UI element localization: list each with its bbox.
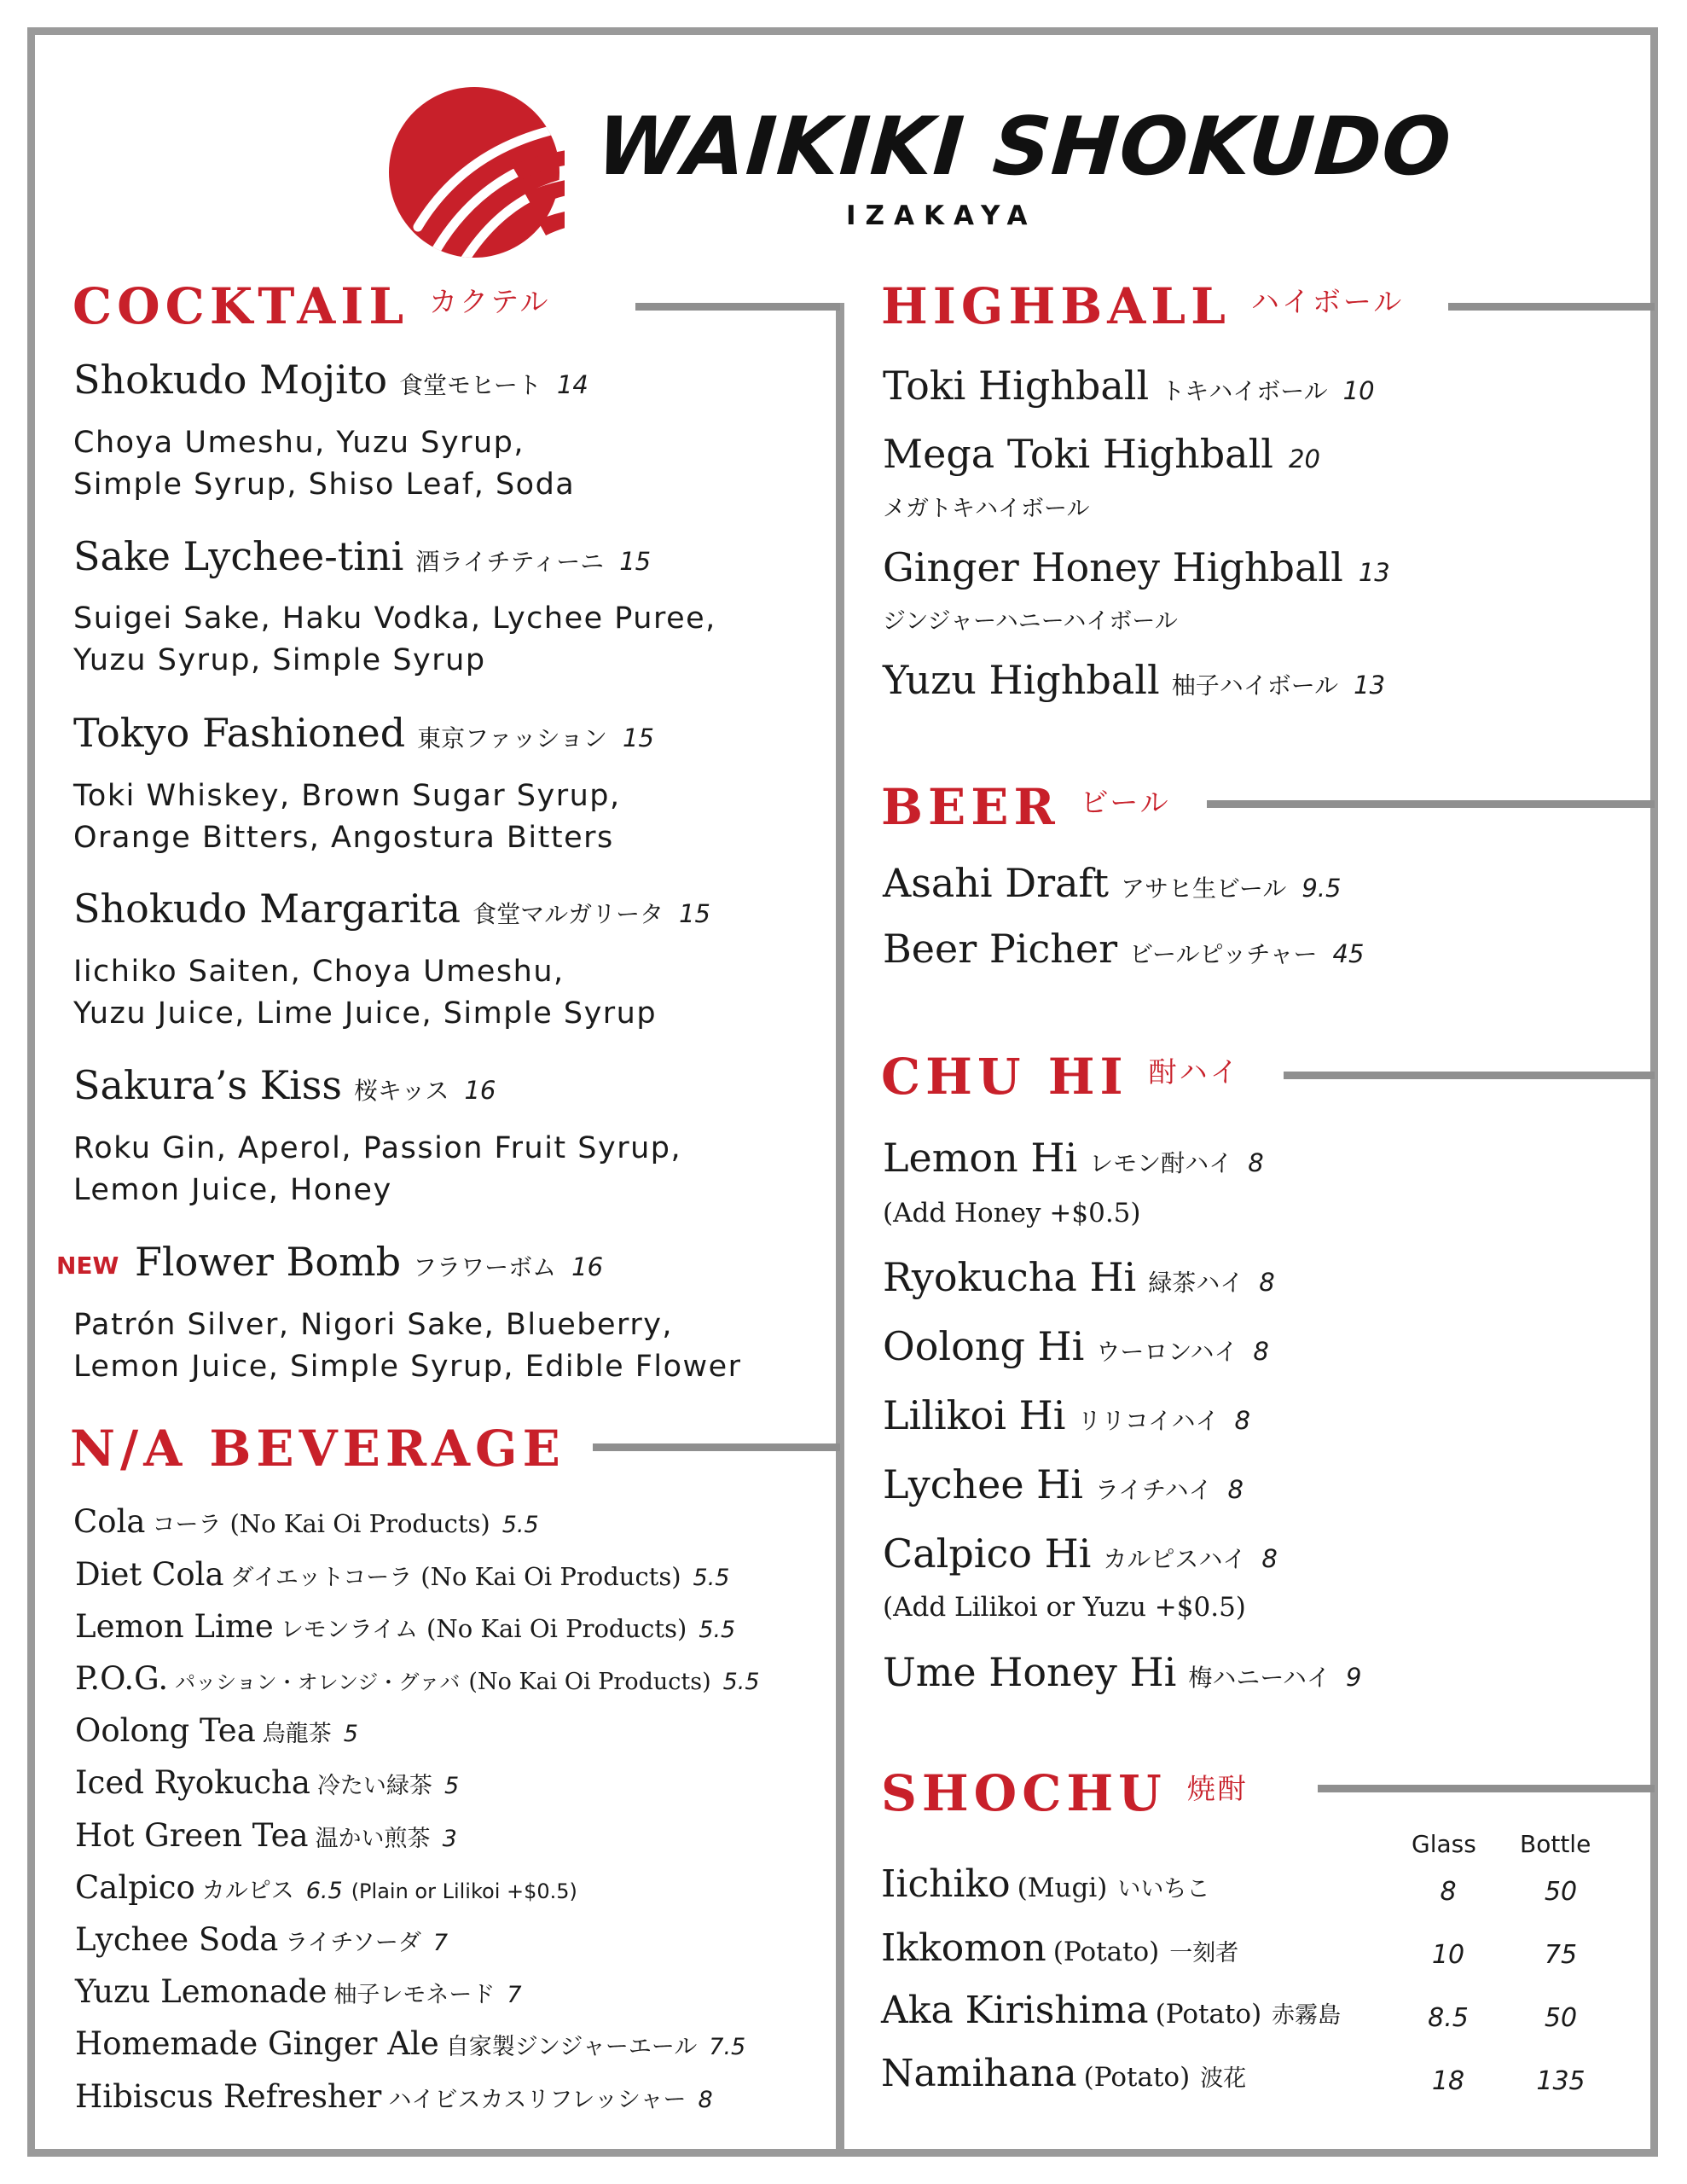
item-type: (Potato) <box>1052 1937 1160 1967</box>
item-price: 7 <box>507 1982 522 2008</box>
item-label: Aka Kirishima <box>881 1989 1149 2032</box>
cocktail-item-desc <box>73 951 657 1035</box>
item-jp: ライチソーダ <box>285 1930 421 1956</box>
item-jp: ハイビスカスリフレッシャー <box>388 2087 687 2113</box>
cocktail-title-jp: カクテル <box>429 285 551 318</box>
item-label: Yuzu Highball <box>883 657 1160 703</box>
item-price: 13 <box>1358 558 1390 587</box>
cocktail-item-name <box>73 710 654 756</box>
item-price: 7.5 <box>709 2034 746 2060</box>
item-jp: フラワーボム <box>413 1253 557 1281</box>
item-jp: 冷たい緑茶 <box>316 1773 432 1799</box>
desc-line: Suigei Sake, Haku Vodka, Lychee Puree, <box>73 601 716 636</box>
shochu-col-glass: Glass <box>1412 1830 1476 1858</box>
item-label: Lemon Hi <box>883 1135 1078 1181</box>
desc-line: Choya Umeshu, Yuzu Syrup, <box>73 426 525 460</box>
desc-line: Patrón Silver, Nigori Sake, Blueberry, <box>73 1308 674 1342</box>
item-label: Ume Honey Hi <box>883 1649 1177 1695</box>
item-label: Toki Highball <box>883 363 1150 409</box>
desc-line: Roku Gin, Aperol, Passion Fruit Syrup, <box>73 1131 682 1165</box>
item-price: 9.5 <box>1301 874 1342 903</box>
cocktail-item-name <box>73 357 588 403</box>
chuhi-item-name <box>883 1254 1275 1300</box>
item-price: 8 <box>698 2087 713 2113</box>
item-price: 15 <box>623 723 654 752</box>
item-label: Namihana <box>881 2052 1077 2095</box>
shochu-glass-price: 10 <box>1431 1940 1465 1970</box>
rising-sun-logo-icon <box>384 82 565 263</box>
desc-line: Lemon Juice, Simple Syrup, Edible Flower <box>73 1350 742 1384</box>
item-label: Hot Green Tea <box>75 1817 309 1854</box>
item-label: Sake Lychee-tini <box>73 533 404 579</box>
item-label: Hibiscus Refresher <box>75 2078 382 2115</box>
na-beverage-title: N/A BEVERAGE <box>70 1420 565 1478</box>
shochu-bottle-price: 50 <box>1544 2003 1578 2033</box>
item-jp: ライチハイ <box>1095 1476 1213 1504</box>
highball-item-name <box>883 544 1390 590</box>
highball-title-text: HIGHBALL <box>881 277 1231 335</box>
item-jp: 東京ファッション <box>417 724 608 752</box>
shochu-item-name <box>881 1926 1238 1970</box>
item-price: 14 <box>556 370 588 399</box>
item-note: (Plain or Lilikoi +$0.5) <box>351 1879 577 1903</box>
item-price: 5.5 <box>693 1565 730 1591</box>
item-jp: 食堂マルガリータ <box>472 900 664 928</box>
item-jp: アサヒ生ビール <box>1121 874 1287 903</box>
item-label: Ryokucha Hi <box>883 1254 1137 1300</box>
na-item <box>75 1764 459 1801</box>
item-label: Homemade Ginger Ale <box>75 2025 439 2062</box>
chuhi-item-note: (Add Lilikoi or Yuzu +$0.5) <box>883 1592 1246 1623</box>
beer-item-name <box>883 926 1364 972</box>
chuhi-item-name <box>883 1461 1244 1507</box>
item-note: (No Kai Oi Products) <box>468 1669 711 1695</box>
cocktail-item-desc <box>73 1304 742 1388</box>
item-note: (No Kai Oi Products) <box>420 1562 681 1591</box>
highball-item-jp: メガトキハイボール <box>883 496 1090 522</box>
cocktail-item-desc <box>73 422 575 506</box>
highball-item-name <box>883 363 1375 409</box>
item-price: 5 <box>343 1721 358 1747</box>
shochu-title <box>881 1764 1249 1822</box>
item-jp: レモン酎ハイ <box>1089 1149 1233 1177</box>
item-price: 5.5 <box>501 1512 539 1538</box>
item-jp: 桜キッス <box>354 1077 449 1105</box>
item-label: Lychee Hi <box>883 1461 1084 1507</box>
chuhi-title-text: CHU HI <box>881 1048 1128 1106</box>
item-price: 6.5 <box>305 1878 343 1904</box>
item-jp: 柚子ハイボール <box>1171 671 1339 700</box>
menu-header <box>0 0 1687 256</box>
frame-left <box>27 27 35 2157</box>
item-jp: 酒ライチティーニ <box>415 548 605 576</box>
cocktail-item-desc <box>73 598 716 682</box>
item-jp: コーラ <box>152 1512 222 1538</box>
cocktail-title-text: COCKTAIL <box>72 277 409 335</box>
shochu-glass-price: 18 <box>1431 2066 1465 2096</box>
na-item <box>75 1556 730 1593</box>
item-type: (Mugi) <box>1017 1873 1108 1903</box>
na-item <box>75 2078 713 2115</box>
chuhi-item-name <box>883 1135 1264 1181</box>
chuhi-title <box>881 1048 1241 1106</box>
item-jp: いいちこ <box>1117 1876 1210 1902</box>
item-label: Flower Bomb <box>135 1239 402 1285</box>
item-label: Cola <box>73 1503 146 1540</box>
item-price: 3 <box>442 1826 457 1852</box>
chuhi-item-name <box>883 1392 1250 1438</box>
shochu-bottle-price: 50 <box>1544 1877 1578 1907</box>
item-price: 45 <box>1332 939 1365 968</box>
item-price: 16 <box>464 1076 496 1105</box>
cocktail-item-desc <box>73 1128 681 1211</box>
column-divider <box>836 303 844 2154</box>
item-label: Shokudo Mojito <box>73 357 388 403</box>
item-price: 8 <box>1261 1544 1278 1573</box>
desc-line: Iichiko Saiten, Choya Umeshu, <box>73 955 565 989</box>
shochu-bottle-price: 75 <box>1544 1940 1578 1970</box>
item-label: Oolong Hi <box>883 1323 1085 1369</box>
item-jp: ウーロンハイ <box>1096 1338 1238 1366</box>
chuhi-rule <box>1284 1072 1655 1079</box>
shochu-glass-price: 8.5 <box>1428 2003 1469 2033</box>
item-label: Beer Picher <box>883 926 1118 972</box>
shochu-bottle-price: 135 <box>1536 2066 1586 2096</box>
highball-item-name <box>883 431 1320 477</box>
na-item <box>75 1921 448 1958</box>
item-label: Ikkomon <box>881 1926 1046 1970</box>
item-jp: 梅ハニーハイ <box>1188 1664 1330 1692</box>
shochu-title-jp: 焼酎 <box>1186 1772 1249 1805</box>
item-jp: ビールピッチャー <box>1129 940 1318 968</box>
item-label: P.O.G. <box>75 1660 169 1697</box>
shochu-title-text: SHOCHU <box>881 1764 1167 1822</box>
beer-title <box>881 778 1171 836</box>
item-jp: 波花 <box>1200 2065 1247 2092</box>
cocktail-item-name <box>73 1062 496 1108</box>
highball-item-jp: ジンジャーハニーハイボール <box>883 608 1178 635</box>
brand-subtitle: IZAKAYA <box>846 200 1037 231</box>
chuhi-item-name <box>883 1323 1269 1369</box>
shochu-rule <box>1318 1785 1655 1792</box>
item-note: (No Kai Oi Products) <box>426 1614 687 1643</box>
item-jp: 赤霧島 <box>1272 2002 1342 2029</box>
item-price: 10 <box>1342 376 1375 405</box>
item-label: Oolong Tea <box>75 1712 256 1749</box>
desc-line: Orange Bitters, Angostura Bitters <box>73 821 614 855</box>
item-label: Mega Toki Highball <box>883 431 1274 477</box>
item-price: 8 <box>1234 1406 1250 1435</box>
chuhi-item-name <box>883 1649 1361 1695</box>
item-label: Lemon Lime <box>75 1608 274 1645</box>
item-label: Shokudo Margarita <box>73 886 461 932</box>
item-jp: 一刻者 <box>1169 1940 1239 1966</box>
item-type: (Potato) <box>1155 1999 1262 2030</box>
cocktail-item-name <box>73 533 651 579</box>
shochu-item-name <box>881 1862 1209 1906</box>
item-label: Yuzu Lemonade <box>75 1973 328 2010</box>
desc-line: Yuzu Juice, Lime Juice, Simple Syrup <box>73 996 658 1031</box>
item-price: 8 <box>1253 1337 1269 1366</box>
item-jp: 自家製ジンジャーエール <box>445 2034 698 2060</box>
desc-line: Toki Whiskey, Brown Sugar Syrup, <box>73 779 621 813</box>
item-label: Calpico <box>75 1869 195 1906</box>
item-price: 13 <box>1354 671 1386 700</box>
item-price: 15 <box>679 899 711 928</box>
brand-name: WAIKIKI SHOKUDO <box>594 101 1455 194</box>
item-price: 15 <box>619 547 652 576</box>
shochu-item-name <box>881 1989 1341 2032</box>
item-price: 20 <box>1289 444 1320 473</box>
item-jp: 緑茶ハイ <box>1148 1269 1244 1297</box>
item-label: Diet Cola <box>75 1556 224 1593</box>
item-jp: 烏龍茶 <box>262 1721 332 1747</box>
item-price: 8 <box>1227 1475 1244 1504</box>
new-badge: NEW <box>56 1252 119 1280</box>
item-jp: トキハイボール <box>1161 377 1328 405</box>
na-item <box>75 1973 522 2010</box>
item-type: (Potato) <box>1083 2062 1191 2093</box>
chuhi-item-note: (Add Honey +$0.5) <box>883 1198 1141 1228</box>
chuhi-item-name <box>883 1531 1278 1577</box>
item-jp: 温かい煎茶 <box>315 1826 431 1852</box>
item-label: Ginger Honey Highball <box>883 544 1343 590</box>
item-price: 5 <box>443 1773 460 1799</box>
item-label: Iichiko <box>881 1862 1011 1906</box>
item-price: 5.5 <box>699 1617 736 1643</box>
item-label: Lilikoi Hi <box>883 1392 1066 1438</box>
item-label: Tokyo Fashioned <box>73 710 406 756</box>
cocktail-item-name <box>135 1239 603 1285</box>
item-jp: 食堂モヒート <box>399 371 542 399</box>
item-label: Iced Ryokucha <box>75 1764 310 1801</box>
na-item <box>75 1869 577 1906</box>
item-price: 9 <box>1345 1663 1362 1692</box>
item-price: 7 <box>432 1930 449 1956</box>
na-item <box>75 1608 735 1645</box>
na-item <box>73 1503 539 1540</box>
beer-item-name <box>883 860 1341 906</box>
item-label: Calpico Hi <box>883 1531 1092 1577</box>
cocktail-title <box>72 277 551 335</box>
na-item <box>75 2025 745 2062</box>
desc-line: Simple Syrup, Shiso Leaf, Soda <box>73 468 576 502</box>
chuhi-title-jp: 酎ハイ <box>1148 1055 1241 1089</box>
shochu-glass-price: 8 <box>1440 1877 1457 1907</box>
item-jp: カルピス <box>201 1878 294 1904</box>
na-item <box>75 1712 358 1749</box>
frame-right <box>1650 27 1658 2157</box>
item-jp: パッション・オレンジ・グァバ <box>175 1670 461 1694</box>
na-item <box>75 1660 760 1697</box>
item-price: 8 <box>1259 1268 1275 1297</box>
beer-title-jp: ビール <box>1080 786 1171 819</box>
cocktail-item-name <box>73 886 710 932</box>
item-jp: ダイエットコーラ <box>230 1565 413 1591</box>
beer-rule <box>1207 800 1655 808</box>
item-label: Asahi Draft <box>883 860 1110 906</box>
highball-title-jp: ハイボール <box>1250 285 1405 318</box>
item-note: (No Kai Oi Products) <box>229 1509 490 1538</box>
item-jp: カルピスハイ <box>1103 1545 1247 1573</box>
highball-rule <box>1448 303 1655 311</box>
desc-line: Lemon Juice, Honey <box>73 1173 392 1207</box>
item-price: 5.5 <box>722 1669 760 1695</box>
item-label: Sakura’s Kiss <box>73 1062 342 1108</box>
cocktail-rule <box>635 303 840 311</box>
na-rule <box>593 1443 840 1451</box>
highball-item-name <box>883 657 1385 703</box>
item-label: Lychee Soda <box>75 1921 279 1958</box>
shochu-item-name <box>881 2052 1246 2095</box>
highball-title <box>881 277 1404 335</box>
item-jp: リリコイハイ <box>1077 1407 1220 1435</box>
item-jp: 柚子レモネード <box>333 1982 496 2008</box>
item-price: 8 <box>1248 1148 1264 1177</box>
desc-line: Yuzu Syrup, Simple Syrup <box>73 643 486 677</box>
cocktail-item-desc <box>73 775 621 859</box>
beer-title-text: BEER <box>881 778 1060 836</box>
shochu-col-bottle: Bottle <box>1520 1830 1591 1858</box>
item-jp: レモンライム <box>280 1617 419 1643</box>
item-price: 16 <box>571 1252 604 1281</box>
na-item <box>75 1817 457 1854</box>
